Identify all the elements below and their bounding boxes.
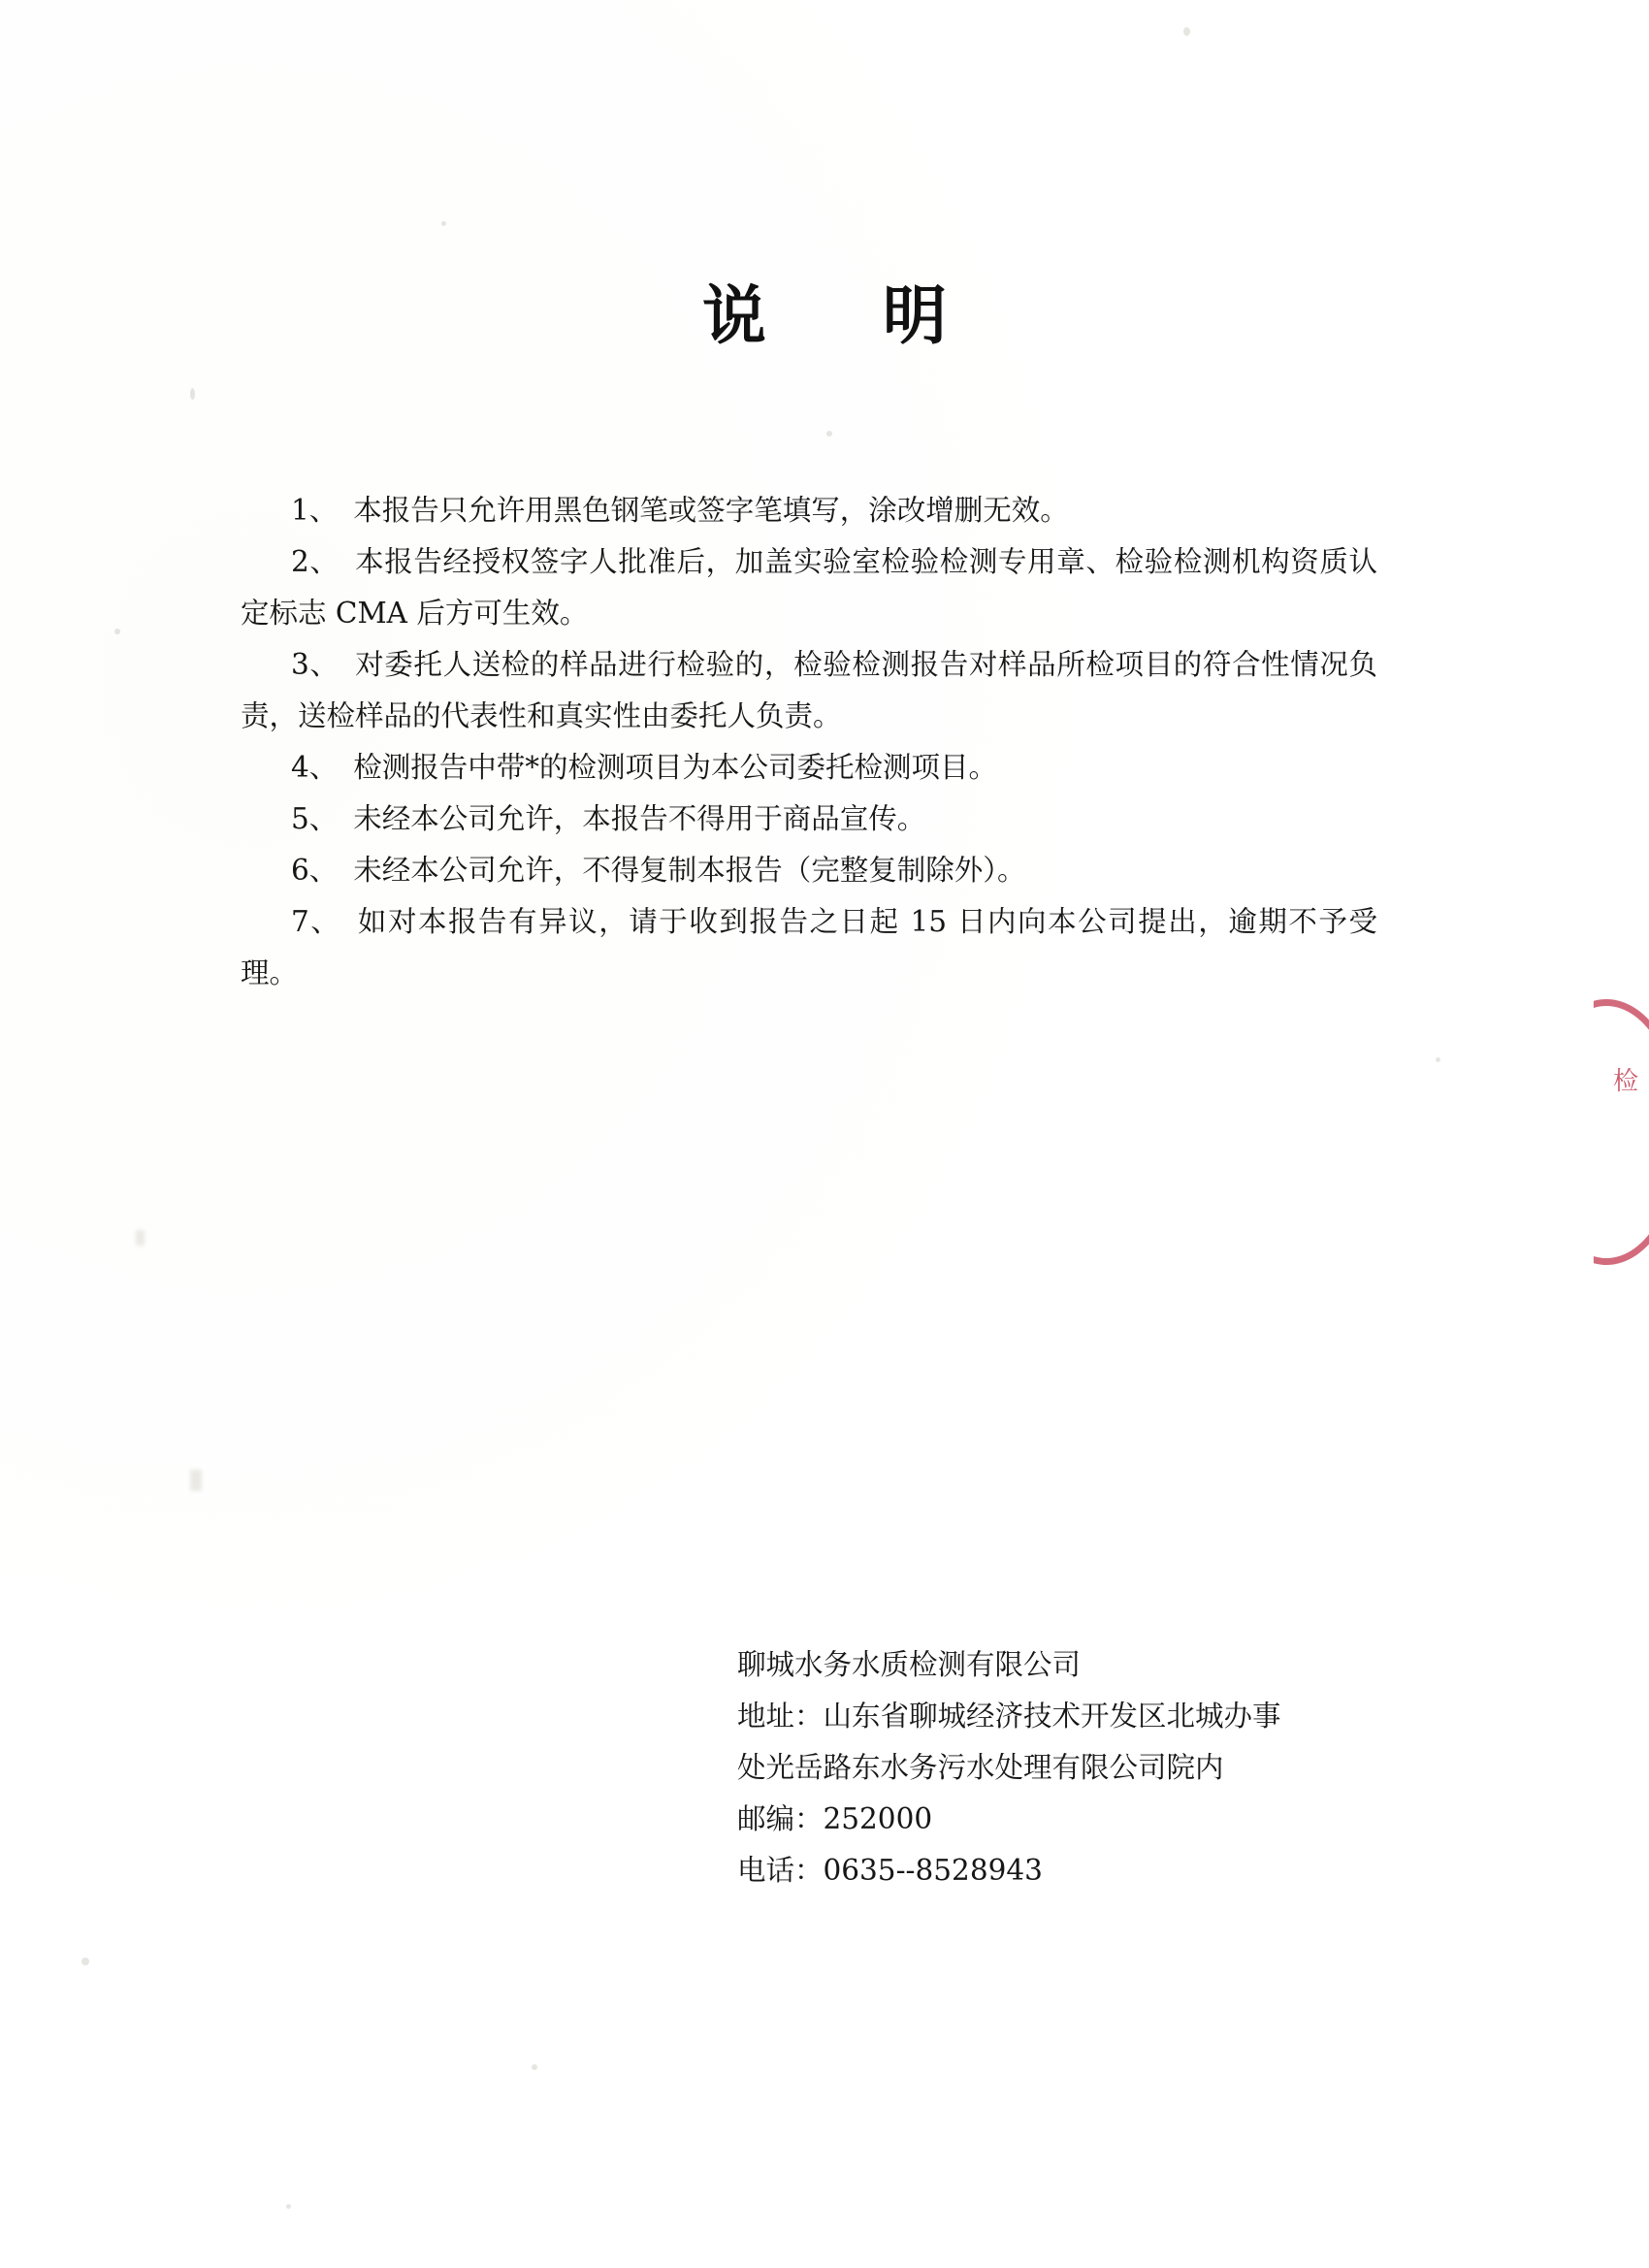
clause-number: 2、 [291, 545, 340, 578]
clause-text: 未经本公司允许，不得复制本报告（完整复制除外）。 [353, 854, 1026, 887]
page-title-second: 明 [883, 277, 947, 353]
clause-number: 5、 [291, 802, 339, 835]
clause-text: 检测报告中带*的检测项目为本公司委托检测项目。 [353, 751, 998, 784]
clause-text: 如对本报告有异议，请于收到报告之日起 15 日内向本公司提出，逾期不予受理。 [241, 905, 1377, 989]
issuer-address-line-1: 地址：山东省聊城经济技术开发区北城办事 [737, 1700, 1281, 1733]
clause-item [241, 485, 1377, 536]
issuer-address-line-2: 处光岳路东水务污水处理有限公司院内 [737, 1751, 1224, 1784]
clause-item [241, 794, 1377, 845]
clause-item [241, 536, 1377, 639]
red-seal-arc [1527, 999, 1649, 1265]
clause-number: 7、 [291, 905, 341, 938]
clause-item [241, 845, 1377, 896]
clause-text: 对委托人送检的样品进行检验的，检验检测报告对样品所检项目的符合性情况负责，送检样品的代表性和真实性由委托人负责。 [241, 648, 1377, 732]
clause-text: 未经本公司允许，本报告不得用于商品宣传。 [353, 802, 926, 835]
clause-list [241, 485, 1377, 999]
page-title [0, 264, 1649, 356]
clause-number: 1、 [291, 494, 339, 527]
issuer-company: 聊城水务水质检测有限公司 [737, 1648, 1082, 1681]
clause-item [241, 896, 1377, 999]
issuer-postcode: 邮编：252000 [737, 1802, 933, 1835]
clause-number: 6、 [291, 854, 339, 887]
clause-text: 本报告经授权签字人批准后，加盖实验室检验检测专用章、检验检测机构资质认定标志 CMA 后方可生效。 [241, 545, 1377, 630]
clause-number: 3、 [291, 648, 340, 681]
red-seal-text: 检 [1612, 1067, 1638, 1096]
page-title-first: 说 [702, 277, 766, 353]
issuer-phone: 电话：0635--8528943 [737, 1854, 1043, 1887]
clause-text: 本报告只允许用黑色钢笔或签字笔填写，涂改增删无效。 [353, 494, 1069, 527]
issuer-info [737, 1639, 1416, 1896]
clause-item [241, 639, 1377, 742]
clause-number: 4、 [291, 751, 339, 784]
clause-item [241, 742, 1377, 794]
